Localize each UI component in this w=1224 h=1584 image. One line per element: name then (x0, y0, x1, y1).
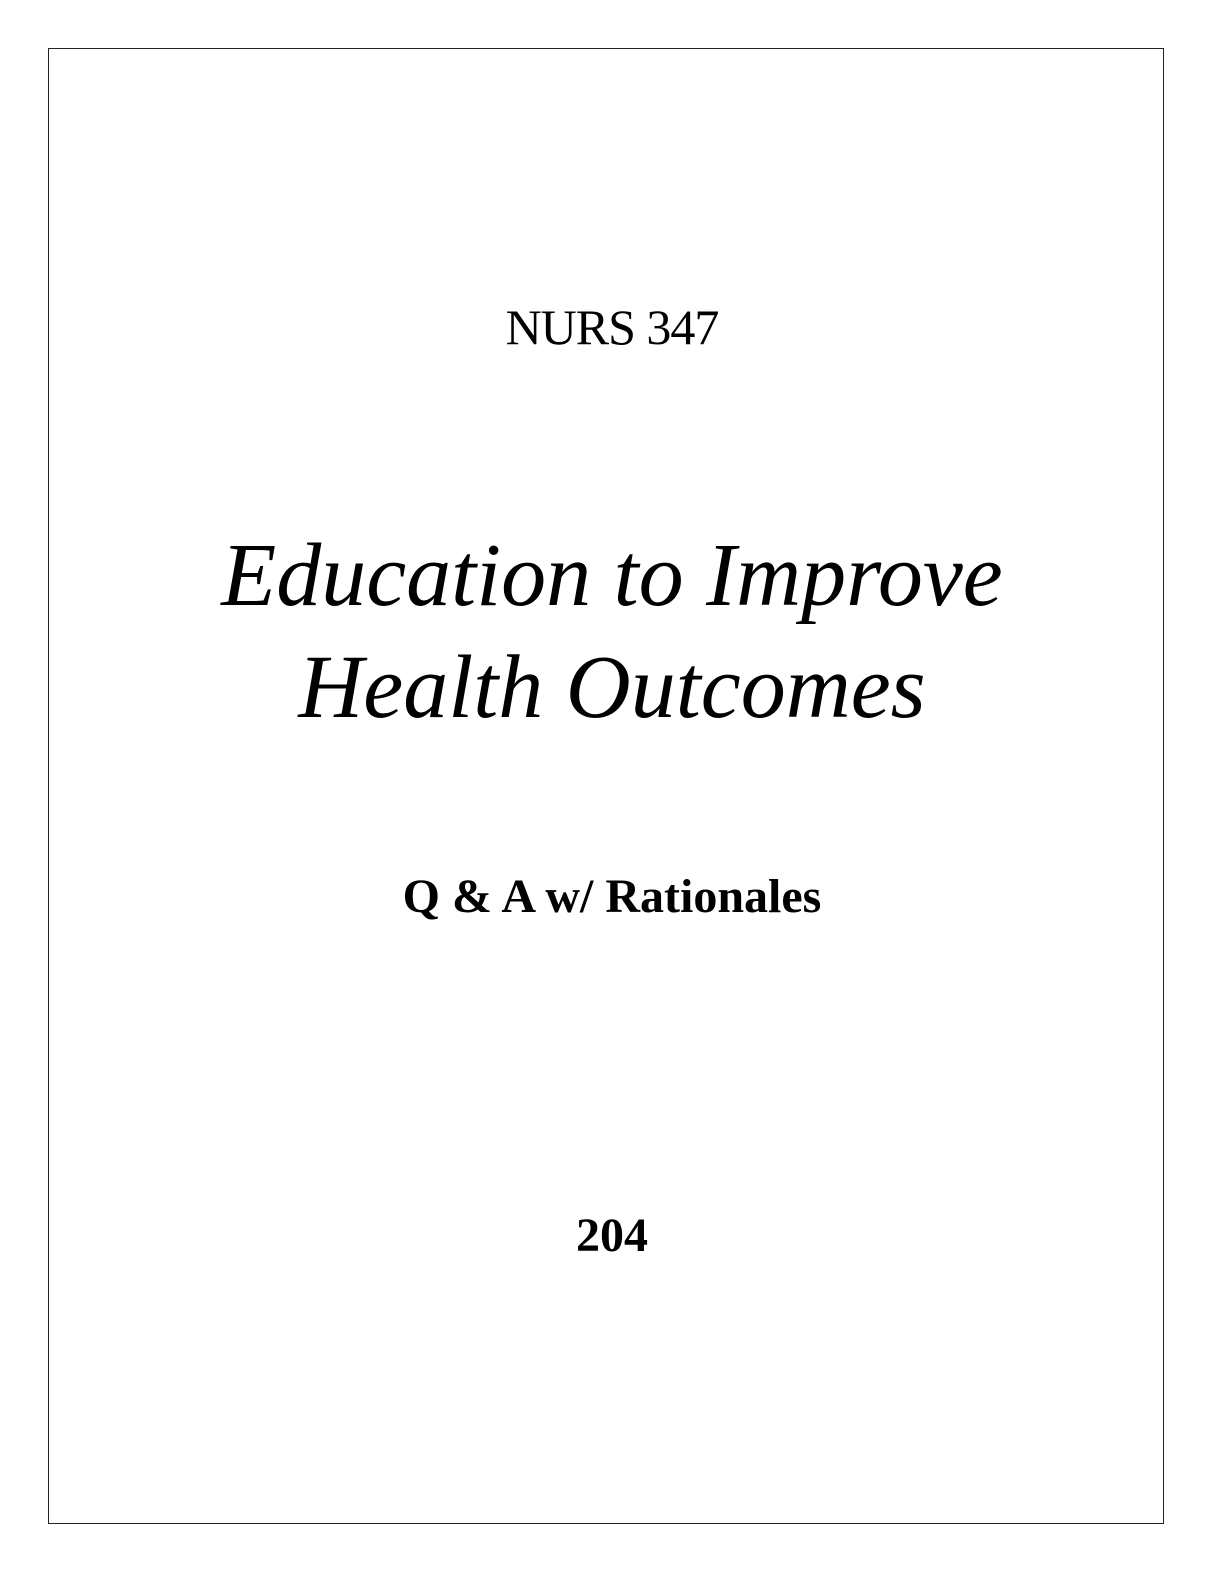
title-line-2: Health Outcomes (298, 638, 926, 737)
subtitle: Q & A w/ Rationales (402, 870, 822, 923)
document-title (0, 520, 1224, 744)
page-number: 204 (576, 1209, 648, 1262)
page-border (48, 48, 1164, 1524)
title-line-1: Education to Improve (221, 526, 1003, 625)
course-code: NURS 347 (505, 299, 719, 355)
